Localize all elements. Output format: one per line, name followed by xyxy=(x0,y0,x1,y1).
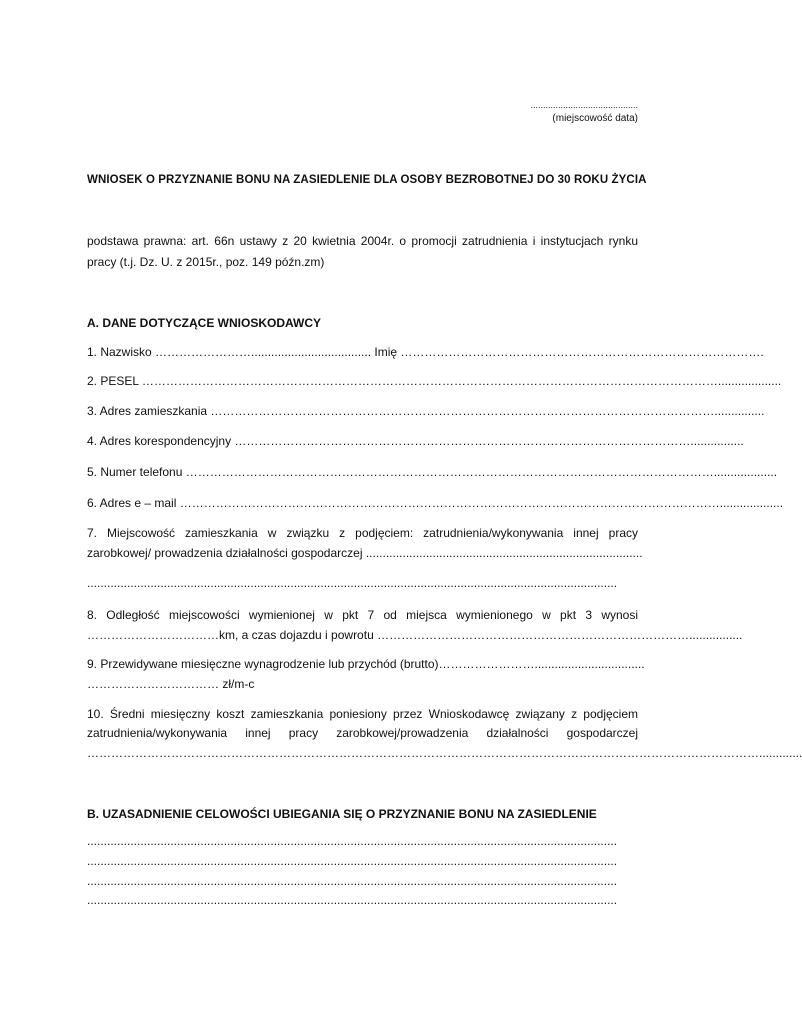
field-justification-line-3[interactable]: ............................................................................................................................................................... xyxy=(87,874,618,888)
place-date-dots: ........................................... xyxy=(530,100,638,110)
field-pesel[interactable]: 2. PESEL ………………………………………………………………………………………………………………………………................... xyxy=(87,374,782,388)
field-item7-place[interactable]: zarobkowej/ prowadzenia działalności gospodarczej ................................................................................... xyxy=(87,546,643,560)
legal-basis-line2: pracy (t.j. Dz. U. z 2015r., poz. 149 późn.zm) xyxy=(87,255,325,269)
field-correspondence-address[interactable]: 4. Adres korespondencyjny ……………………………………………………………………………………………………................ xyxy=(87,434,744,448)
document-title: WNIOSEK O PRZYZNANIE BONU NA ZASIEDLENIE DLA OSOBY BEZROBOTNEJ DO 30 ROKU ŻYCIA xyxy=(87,174,647,186)
section-b-heading: B. UZASADNIENIE CELOWOŚCI UBIEGANIA SIĘ O PRZYZNANIE BONU NA ZASIEDLENIE xyxy=(87,807,597,821)
field-residence-address[interactable]: 3. Adres zamieszkania ………………………………………………………………………………………………………………............... xyxy=(87,404,765,418)
field-item9-income[interactable]: 9. Przewidywane miesięczne wynagrodzenie lub przychód (brutto)……………………................................. xyxy=(87,657,645,671)
section-a-heading: A. DANE DOTYCZĄCE WNIOSKODAWCY xyxy=(87,316,321,330)
field-justification-line-4[interactable]: ............................................................................................................................................................... xyxy=(87,893,618,907)
legal-basis-line1: podstawa prawna: art. 66n ustawy z 20 kwietnia 2004r. o promocji zatrudnienia i instytucjach rynku xyxy=(87,234,638,248)
field-email[interactable]: 6. Adres e – mail ………………………………………………………………………………………………………………………................... xyxy=(87,496,784,510)
field-item9-amount[interactable]: …………………………… zł/m-c xyxy=(87,677,255,691)
item7-line1: 7. Miejscowość zamieszkania w związku z podjęciem: zatrudnienia/wykonywania innej pracy xyxy=(87,526,638,540)
field-justification-line-1[interactable]: ............................................................................................................................................................... xyxy=(87,834,618,848)
item10-line2: zatrudnienia/wykonywania innej pracy zarobkowej/prowadzenia działalności gospodarczej xyxy=(87,726,638,740)
field-justification-line-2[interactable]: ............................................................................................................................................................... xyxy=(87,854,618,868)
field-item7-continuation[interactable]: ............................................................................................................................................................... xyxy=(87,576,618,590)
item8-line1: 8. Odległość miejscowości wymienionej w pkt 7 od miejsca wymienionego w pkt 3 wynosi xyxy=(87,608,638,622)
place-date-label: (miejscowość data) xyxy=(552,113,638,124)
field-phone-number[interactable]: 5. Numer telefonu ……………………………………………………………………………………………………………………................... xyxy=(87,465,778,479)
field-surname-name[interactable]: 1. Nazwisko …………………….................................... Imię ………………………………………………………………………………. xyxy=(87,345,764,359)
item10-line1: 10. Średni miesięczny koszt zamieszkania poniesiony przez Wnioskodawcę związany z podjęciem xyxy=(87,707,638,721)
field-item8-distance-time[interactable]: ……………………………km, a czas dojazdu i powrotu ……………………………………………………………………................ xyxy=(87,628,743,642)
field-item10-cost[interactable]: ……………………………………………………………………………………………………………………………………………………............. xyxy=(87,746,802,760)
